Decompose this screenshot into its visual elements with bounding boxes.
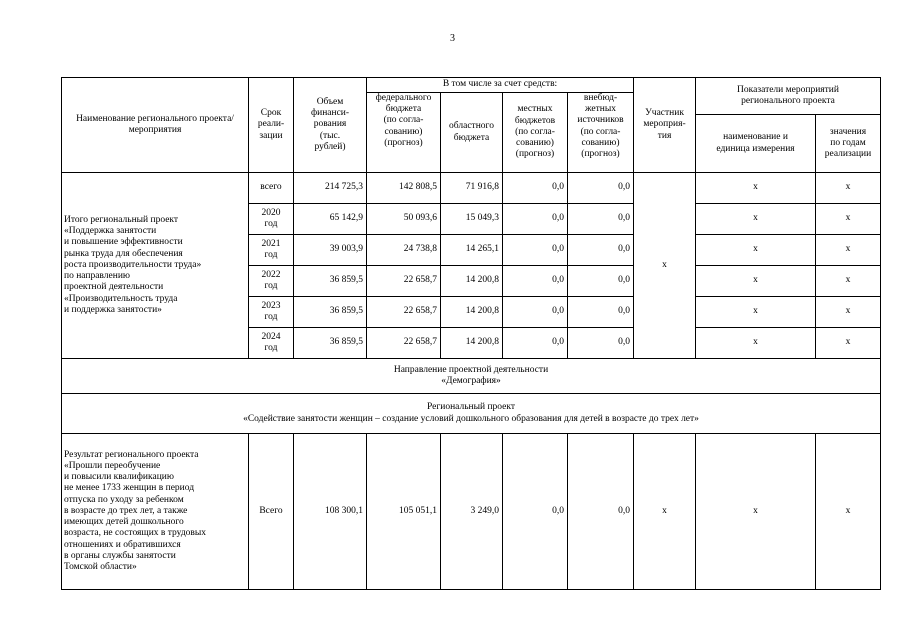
federal-cell: 22 658,7 [367, 297, 441, 328]
header-sources-text: В том числе за счет средств: [442, 79, 558, 90]
offbudget-cell: 0,0 [568, 297, 634, 328]
header-regional [441, 93, 503, 173]
offbudget-cell: 0,0 [568, 266, 634, 297]
local-cell: 0,0 [503, 204, 568, 235]
ind-name-cell: х [696, 235, 816, 266]
local-cell: 0,0 [503, 434, 568, 590]
term-cell: Всего [249, 434, 294, 590]
header-term-lines: Срок реали- зации [257, 108, 285, 141]
volume-cell: 108 300,1 [294, 434, 367, 590]
header-federal [367, 93, 441, 173]
term-cell: 2023 год [249, 297, 294, 328]
regional-cell: 14 200,8 [441, 297, 503, 328]
participant-cell: х [634, 434, 696, 590]
local-cell: 0,0 [503, 173, 568, 204]
volume-cell: 36 859,5 [294, 266, 367, 297]
header-federal-lines: федерального бюджета (по согла- сованию) (прогноз) [375, 93, 432, 148]
header-sources-group [367, 78, 634, 93]
header-local [503, 93, 568, 173]
ind-values-cell: х [816, 235, 881, 266]
ind-name-cell: х [696, 297, 816, 328]
ind-name-cell: х [696, 266, 816, 297]
ind-name-cell: х [696, 434, 816, 590]
result-row [62, 434, 881, 590]
regional-cell: 14 265,1 [441, 235, 503, 266]
result-name: Результат регионального проекта «Прошли переобучение и повысили квалификацию не менее 1733 женщин в период отпуска по уходу за ребенком в возрасте до трех лет, а также имеющих детей дошкольного возраста, не состоящих в трудовых отношениях и обратившихся в органы службы занятости Томской области» [62, 434, 249, 590]
regional-cell: 14 200,8 [441, 328, 503, 359]
local-cell: 0,0 [503, 297, 568, 328]
project-title: Региональный проект «Содействие занятости женщин – создание условий дошкольного образования для детей в возрасте до трех лет» [62, 394, 881, 434]
federal-cell: 22 658,7 [367, 328, 441, 359]
header-volume [294, 78, 367, 173]
header-name [62, 78, 249, 173]
federal-cell: 142 808,5 [367, 173, 441, 204]
header-participant [634, 78, 696, 173]
volume-cell: 39 003,9 [294, 235, 367, 266]
regional-cell: 15 049,3 [441, 204, 503, 235]
total-project-name: Итого региональный проект «Поддержка занятости и повышение эффективности рынка труда для обеспечения роста производительности труда» по направлению проектной деятельности «Производительность труда и поддержка занятости» [62, 173, 249, 359]
local-cell: 0,0 [503, 328, 568, 359]
header-term [249, 78, 294, 173]
ind-values-cell: х [816, 297, 881, 328]
participant-cell: х [634, 173, 696, 359]
header-ind-values [816, 115, 881, 173]
regional-cell: 14 200,8 [441, 266, 503, 297]
header-participant-lines: Участник мероприя- тия [643, 108, 686, 141]
federal-cell: 24 738,8 [367, 235, 441, 266]
ind-values-cell: х [816, 328, 881, 359]
header-volume-lines: Объем финанси- рования (тыс. рублей) [310, 96, 350, 152]
table-row [62, 173, 881, 204]
volume-cell: 214 725,3 [294, 173, 367, 204]
term-cell: 2021 год [249, 235, 294, 266]
project-row [62, 394, 881, 434]
page-number: 3 [450, 33, 455, 44]
ind-name-cell: х [696, 204, 816, 235]
direction-row [62, 359, 881, 394]
regional-cell: 71 916,8 [441, 173, 503, 204]
header-ind-values-lines: значения по годам реализации [824, 126, 872, 160]
term-cell: 2020 год [249, 204, 294, 235]
regional-cell: 3 249,0 [441, 434, 503, 590]
federal-cell: 105 051,1 [367, 434, 441, 590]
header-offbudget-lines: внебюд- жетных источников (по согла- сованию) (прогноз) [577, 93, 624, 160]
volume-cell: 36 859,5 [294, 328, 367, 359]
ind-values-cell: х [816, 434, 881, 590]
local-cell: 0,0 [503, 235, 568, 266]
ind-values-cell: х [816, 204, 881, 235]
ind-name-cell: х [696, 328, 816, 359]
term-cell: всего [249, 173, 294, 204]
ind-values-cell: х [816, 173, 881, 204]
ind-name-cell: х [696, 173, 816, 204]
header-indicators-lines: Показатели мероприятий регионального проекта [737, 84, 839, 106]
local-cell: 0,0 [503, 266, 568, 297]
term-cell: 2024 год [249, 328, 294, 359]
header-ind-name [696, 115, 816, 173]
offbudget-cell: 0,0 [568, 328, 634, 359]
header-offbudget [568, 93, 634, 173]
federal-cell: 22 658,7 [367, 266, 441, 297]
financing-table [61, 77, 881, 590]
offbudget-cell: 0,0 [568, 173, 634, 204]
volume-cell: 65 142,9 [294, 204, 367, 235]
offbudget-cell: 0,0 [568, 204, 634, 235]
offbudget-cell: 0,0 [568, 434, 634, 590]
federal-cell: 50 093,6 [367, 204, 441, 235]
term-cell: 2022 год [249, 266, 294, 297]
header-ind-name-lines: наименование и единица измерения [716, 132, 795, 154]
header-local-lines: местных бюджетов (по согла- сованию) (прогноз) [514, 104, 556, 160]
header-regional-lines: областного бюджета [449, 121, 494, 143]
volume-cell: 36 859,5 [294, 297, 367, 328]
offbudget-cell: 0,0 [568, 235, 634, 266]
header-name-text: Наименование регионального проекта/мероприятия [76, 113, 234, 135]
direction-title: Направление проектной деятельности «Демография» [62, 359, 881, 394]
header-indicators-group [696, 78, 881, 115]
ind-values-cell: х [816, 266, 881, 297]
